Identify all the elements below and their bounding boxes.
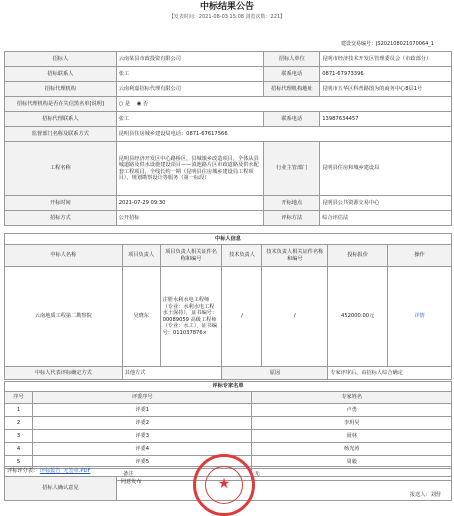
label-supervise: 监督部门名称及联系方式: [5, 127, 117, 142]
label-eval-method: 评标方法: [264, 211, 320, 226]
label-tenderer: 招标人: [5, 52, 117, 67]
label-confirm: 招标人确认意见: [5, 477, 117, 501]
tech-value: /: [222, 267, 262, 367]
remark-value: 无: [252, 469, 452, 481]
bid-method-value: 公开招标: [116, 211, 264, 226]
label-admin: 行业主管部门: [264, 142, 320, 196]
official-seal-icon: ★: [193, 454, 255, 516]
label-bid-method: 招标方式: [5, 211, 117, 226]
col-pm: 项目负责人: [122, 245, 160, 267]
label-phone: 联系电话: [264, 67, 320, 82]
eval-label: 评标评分表：: [7, 468, 39, 475]
supervise-value: 昆明县住房城乡建设局电话：0871-67617566: [116, 127, 451, 142]
label-tenderer-unit: 招标人单位: [264, 52, 320, 67]
expert-no: 5: [5, 456, 33, 469]
label-agent-addr: 招标代理机构地址: [264, 82, 320, 97]
trade-serial: 建设交易编号：JS202108021070064_1: [340, 41, 434, 47]
publish-meta: 【发表时间：2021-08-03 15:08 浏览次数：221】: [168, 14, 286, 20]
label-open-place: 开标地点: [264, 196, 320, 211]
label-agent-commit: 招标代理机构是否在失信黑名单[说明]: [5, 97, 117, 112]
expert-name: 杨光涛: [252, 443, 452, 456]
recommend-value: 其他方式: [122, 367, 222, 380]
basic-info-table: [4, 51, 452, 226]
expert-code: 评委2: [32, 417, 251, 430]
label-recommend: 中标人代表评标确定方式: [5, 367, 123, 380]
col-pm-cert: 项目负责人相关证件名称和编号: [160, 245, 222, 267]
col-expert-name: 专家姓名: [252, 392, 452, 404]
expert-no: 3: [5, 430, 33, 443]
radio-yes-label: 是: [124, 100, 131, 107]
label-agent-phone: 联系电话: [264, 112, 320, 127]
expert-no: 1: [5, 404, 33, 417]
agent-contact-value: 张工: [116, 112, 264, 127]
tenderer-unit-value: 昆明市经济技术开发区管理委员会（市政部分）: [320, 52, 452, 67]
col-tech: 技术负责人: [222, 245, 262, 267]
page-title: 中标结果公告: [199, 2, 254, 12]
radio-yes[interactable]: ○: [118, 100, 124, 107]
radio-no[interactable]: ◉: [136, 100, 142, 107]
table-row: [5, 417, 452, 430]
expert-name: 聂林: [252, 430, 452, 443]
label-agent: 招标代理机构: [5, 82, 117, 97]
signer: 报送人：刘营: [409, 491, 441, 498]
agent-phone-value: 13987634457: [320, 112, 452, 127]
expert-code: 评委5: [32, 456, 251, 469]
radio-no-label: 否: [142, 100, 149, 107]
expert-no: 4: [5, 443, 33, 456]
expert-code: 评委4: [32, 443, 251, 456]
label-project: 工程名称: [5, 142, 117, 196]
label-agent-contact: 招标代理联系人: [5, 112, 117, 127]
pm-value: 吴晓东: [122, 267, 160, 367]
detail-link[interactable]: 详情: [414, 313, 425, 320]
admin-value: 昆明县住房和城乡建设局: [320, 142, 452, 196]
agent-commit-options: [116, 97, 451, 112]
winner-section-title: 中标人信息: [5, 234, 452, 245]
confirm-value: 同意发布: [120, 479, 142, 485]
label-open-time: 开标时间: [5, 196, 117, 211]
winner-table: [4, 233, 452, 380]
expert-name: 周毅: [252, 456, 452, 469]
expert-code: 评委3: [32, 430, 251, 443]
winner-name-value: 云南地质工程第二勘察院: [5, 267, 123, 367]
agent-addr-value: 昆明市五华区科普路图为的商务中心8层1号: [320, 82, 452, 97]
col-tech-cert: 技术负责人相关证件名称和编号: [262, 245, 328, 267]
open-time-value: 2021-07-29 09:30: [116, 196, 264, 211]
tenderer-contact-value: 张工: [116, 67, 264, 82]
tenderer-value: 云南某县市政投资有限公司: [116, 52, 264, 67]
eval-report-link[interactable]: 评标报告_无签章.PDF: [39, 468, 91, 475]
expert-name: 卢勇: [252, 404, 452, 417]
col-op: 操作: [388, 245, 452, 267]
label-tenderer-contact: 招标联系人: [5, 67, 117, 82]
expert-name: 李玥昊: [252, 417, 452, 430]
eval-method-value: 综合评估法: [320, 211, 452, 226]
reason-value: 专家评审后，由招标人综合确定: [328, 367, 452, 380]
label-reason: 原因: [222, 367, 328, 380]
col-expert-code: 评委序号: [32, 392, 251, 404]
label-remark: 备注: [5, 469, 252, 481]
table-row: [5, 404, 452, 417]
table-row: [5, 430, 452, 443]
pm-cert-value: 注册水利水电工程师（专业：水利水电工程水土保持），证书编号：00089059 高级工程师（专业：水工），证书编号：011037876×: [160, 267, 222, 367]
price-value: 452000.00元: [328, 267, 388, 367]
col-winner-name: 中标人名称: [5, 245, 123, 267]
project-value: 昆明县经济开发区中心路桥区，县城镇乡改造项目，全体从县城道路及供水设施建设项目——滇池路片区市政道路及供水配套工程项目，全线长约一期（昆明县住房城乡建设局工程项目），规划勘察设计等服务（第一标段）: [116, 142, 264, 196]
open-place-value: 昆明县公共资源交易中心: [320, 196, 452, 211]
col-price: 投标报价: [328, 245, 388, 267]
experts-section-title: 评标专家名单: [5, 382, 452, 392]
col-expert-no: 序号: [5, 392, 33, 404]
expert-no: 2: [5, 417, 33, 430]
confirm-cell: [116, 477, 451, 501]
tech-cert-value: /: [262, 267, 328, 367]
expert-code: 评委1: [32, 404, 251, 417]
phone-value: 0871-67973396: [320, 67, 452, 82]
agent-value: 云南利嘉招标代理有限公司: [116, 82, 264, 97]
